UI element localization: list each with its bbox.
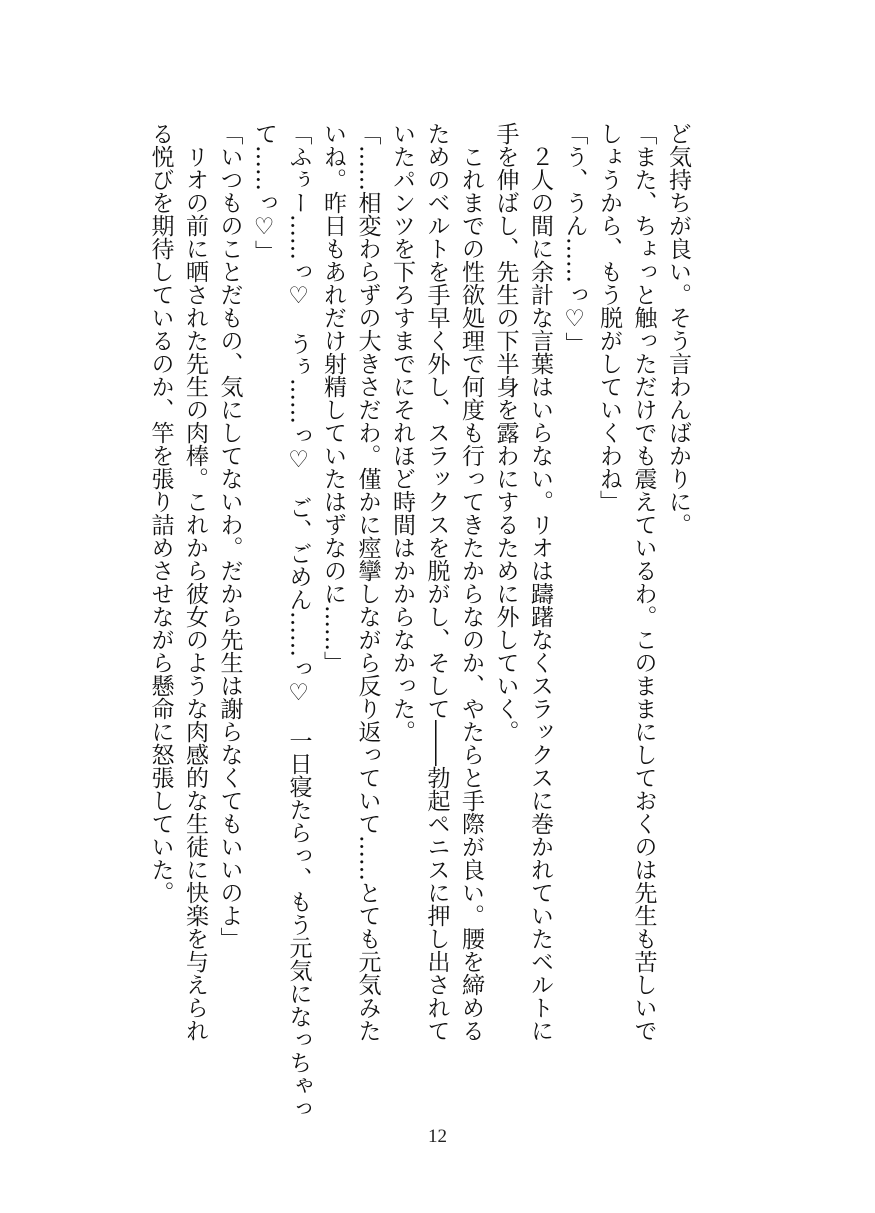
text-line: 「ふぅー……っ♡ うぅ……っ♡ ご、ごめん……っ♡ 一日寝たらっ、もう元気になっちゃっ bbox=[285, 122, 312, 1120]
vertical-text-body bbox=[143, 122, 695, 1120]
text-line: これまでの性欲処理で何度も行ってきたからなのか、やたらと手際が良い。腰を締める bbox=[458, 122, 484, 1042]
text-line: ど気持ちが良い。そう言わんばかりに。 bbox=[665, 122, 691, 536]
text-line: 「また、ちょっと触っただけでも震えているわ。このままにしておくのは先生も苦しいで bbox=[630, 122, 657, 1042]
text-line: しょうから、もう脱がしていくわね」 bbox=[596, 122, 622, 513]
text-line: 「う、うん……っ♡」 bbox=[561, 122, 588, 355]
text-line: 「いつものことだもの、気にしてないわ。だから先生は謝らなくてもいいのよ」 bbox=[216, 122, 243, 950]
text-line: る悦びを期待しているのか、竿を張り詰めさせながら懸命に怒張していた。 bbox=[147, 122, 174, 904]
text-line: 「……相変わらずの大きさだわ。僅かに痙攣しながら反り返っていて……とても元気みた bbox=[354, 122, 381, 1042]
page-number: 12 bbox=[428, 1126, 447, 1147]
text-line: 手を伸ばし、先生の下半身を露わにするために外していく。 bbox=[492, 122, 519, 743]
text-line: て……っ♡」 bbox=[251, 122, 277, 263]
text-line: リオの前に晒された先生の肉棒。これから彼女のような肉感的な生徒に快楽を与えられ bbox=[182, 122, 208, 1042]
text-line: ２人の間に余計な言葉はいらない。リオは躊躇なくスラックスに巻かれていたベルトに bbox=[527, 122, 553, 1042]
text-line: いたパンツを下ろすまでにそれほど時間はかからなかった。 bbox=[389, 122, 415, 743]
text-line: いね。昨日もあれだけ射精していたはずなのに……」 bbox=[320, 122, 346, 674]
text-line: ためのベルトを手早く外し、スラックスを脱がし、そして――勃起ペニスに押し出されて bbox=[423, 122, 450, 1042]
